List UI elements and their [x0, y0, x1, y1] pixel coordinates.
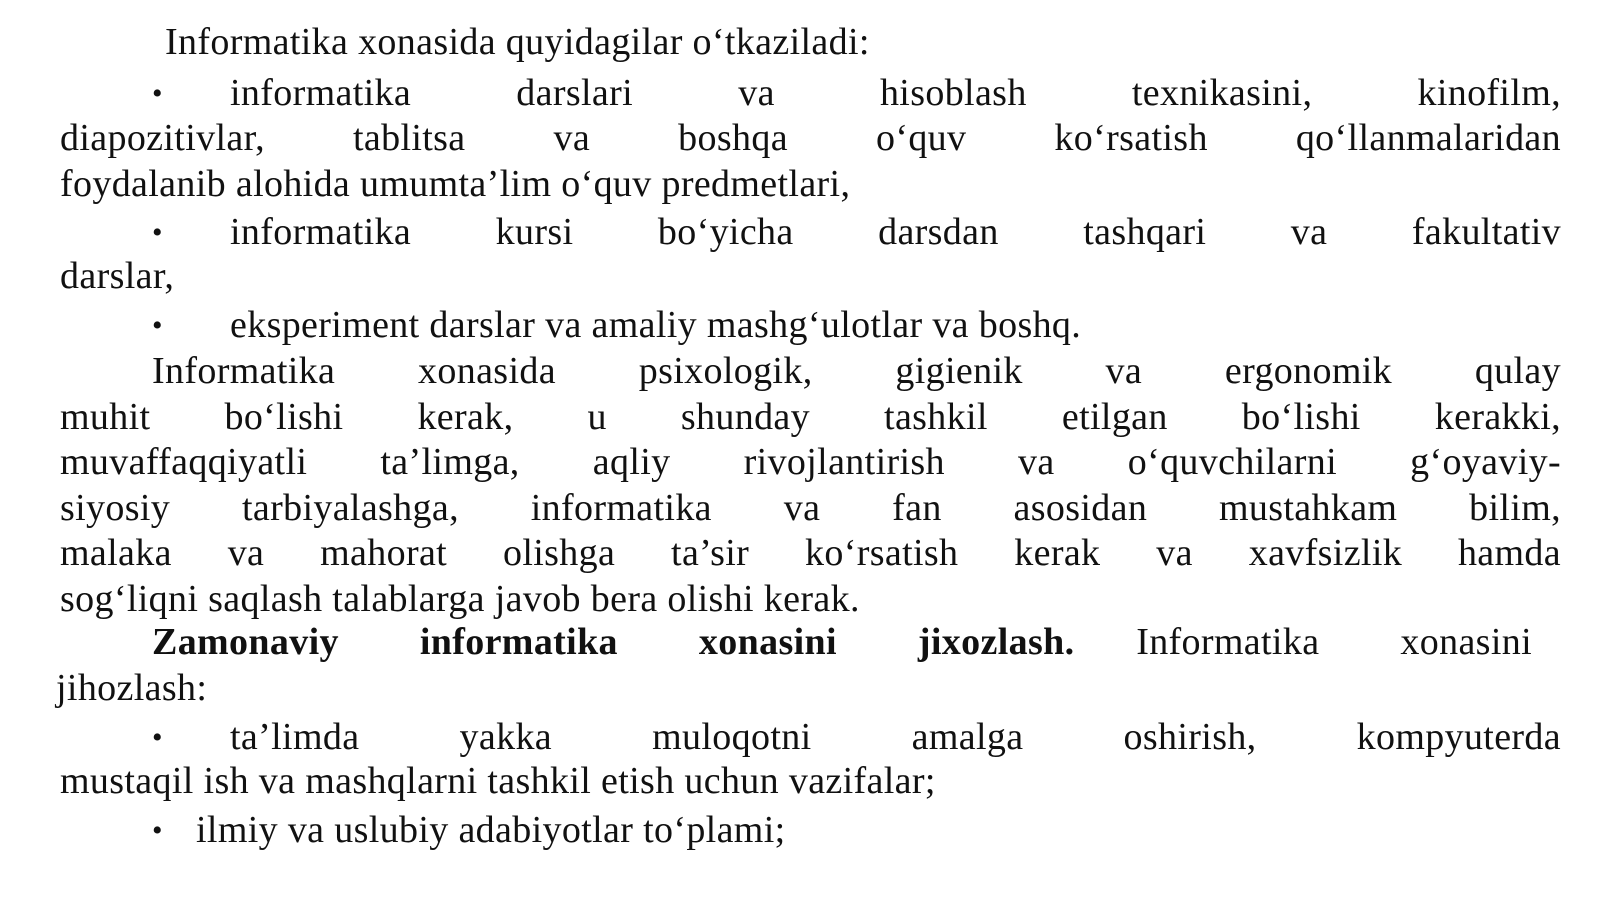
list1-item1-line2	[60, 116, 1561, 162]
intro-text: Informatika xonasida quyidagilar o‘tkaziladi:	[165, 21, 870, 63]
list2-item2-line1	[152, 808, 1561, 854]
section-text: jihozlash:	[56, 667, 208, 709]
list-item-text: informatika darslari va hisoblash texnikasini, kinofilm,	[230, 72, 1561, 114]
list1-item2-line1	[152, 210, 1561, 256]
paragraph-text: muvaffaqqiyatli ta’limga, aqliy rivojlantirish va o‘quvchilarni g‘oyaviy-	[60, 441, 1561, 483]
bullet-icon: •	[152, 721, 163, 754]
list-item-text: ta’limda yakka muloqotni amalga oshirish, kompyuterda	[230, 716, 1561, 758]
list1-item1-line3	[60, 162, 1561, 208]
paragraph-text: Informatika xonasida psixologik, gigienik va ergonomik qulay	[152, 350, 1561, 392]
list-item-text: mustaqil ish va mashqlarni tashkil etish uchun vazifalar;	[60, 760, 936, 802]
list-item-text: darslar,	[60, 255, 175, 297]
section-heading-line	[152, 620, 1532, 666]
paragraph2-line2	[60, 395, 1561, 441]
bullet-icon: •	[152, 814, 163, 847]
list-item-text: eksperiment darslar va amaliy mashg‘ulotlar va boshq.	[230, 304, 1082, 346]
section-heading: Zamonaviy informatika xonasini jixozlash.	[152, 621, 1075, 663]
list-item-text: informatika kursi bo‘yicha darsdan tashqari va fakultativ	[230, 211, 1561, 253]
bullet-icon: •	[152, 309, 163, 342]
list2-item1-line1	[152, 715, 1561, 761]
bullet-icon: •	[152, 216, 163, 249]
paragraph2-line5	[60, 531, 1561, 577]
paragraph-text: siyosiy tarbiyalashga, informatika va fan asosidan mustahkam bilim,	[60, 487, 1561, 529]
intro-line	[165, 20, 1561, 66]
paragraph2-line4	[60, 486, 1561, 532]
paragraph2-line1	[152, 349, 1561, 395]
list1-item2-line2	[60, 254, 1561, 300]
section-text: Informatika xonasini	[1136, 621, 1532, 663]
list-item-text: foydalanib alohida umumta’lim o‘quv predmetlari,	[60, 163, 851, 205]
section-text-line2	[56, 666, 1557, 712]
paragraph2-line6	[60, 577, 1561, 623]
list-item-text: ilmiy va uslubiy adabiyotlar to‘plami;	[196, 809, 786, 851]
bullet-icon: •	[152, 77, 163, 110]
list2-item1-line2	[60, 759, 1561, 805]
list1-item1-line1	[152, 71, 1561, 117]
paragraph-text: muhit bo‘lishi kerak, u shunday tashkil etilgan bo‘lishi kerakki,	[60, 396, 1561, 438]
paragraph-text: sog‘liqni saqlash talablarga javob bera olishi kerak.	[60, 578, 860, 620]
paragraph2-line3	[60, 440, 1561, 486]
paragraph-text: malaka va mahorat olishga ta’sir ko‘rsatish kerak va xavfsizlik hamda	[60, 532, 1561, 574]
list1-item3-line1	[152, 303, 1561, 349]
list-item-text: diapozitivlar, tablitsa va boshqa o‘quv ko‘rsatish qo‘llanmalaridan	[60, 117, 1561, 159]
